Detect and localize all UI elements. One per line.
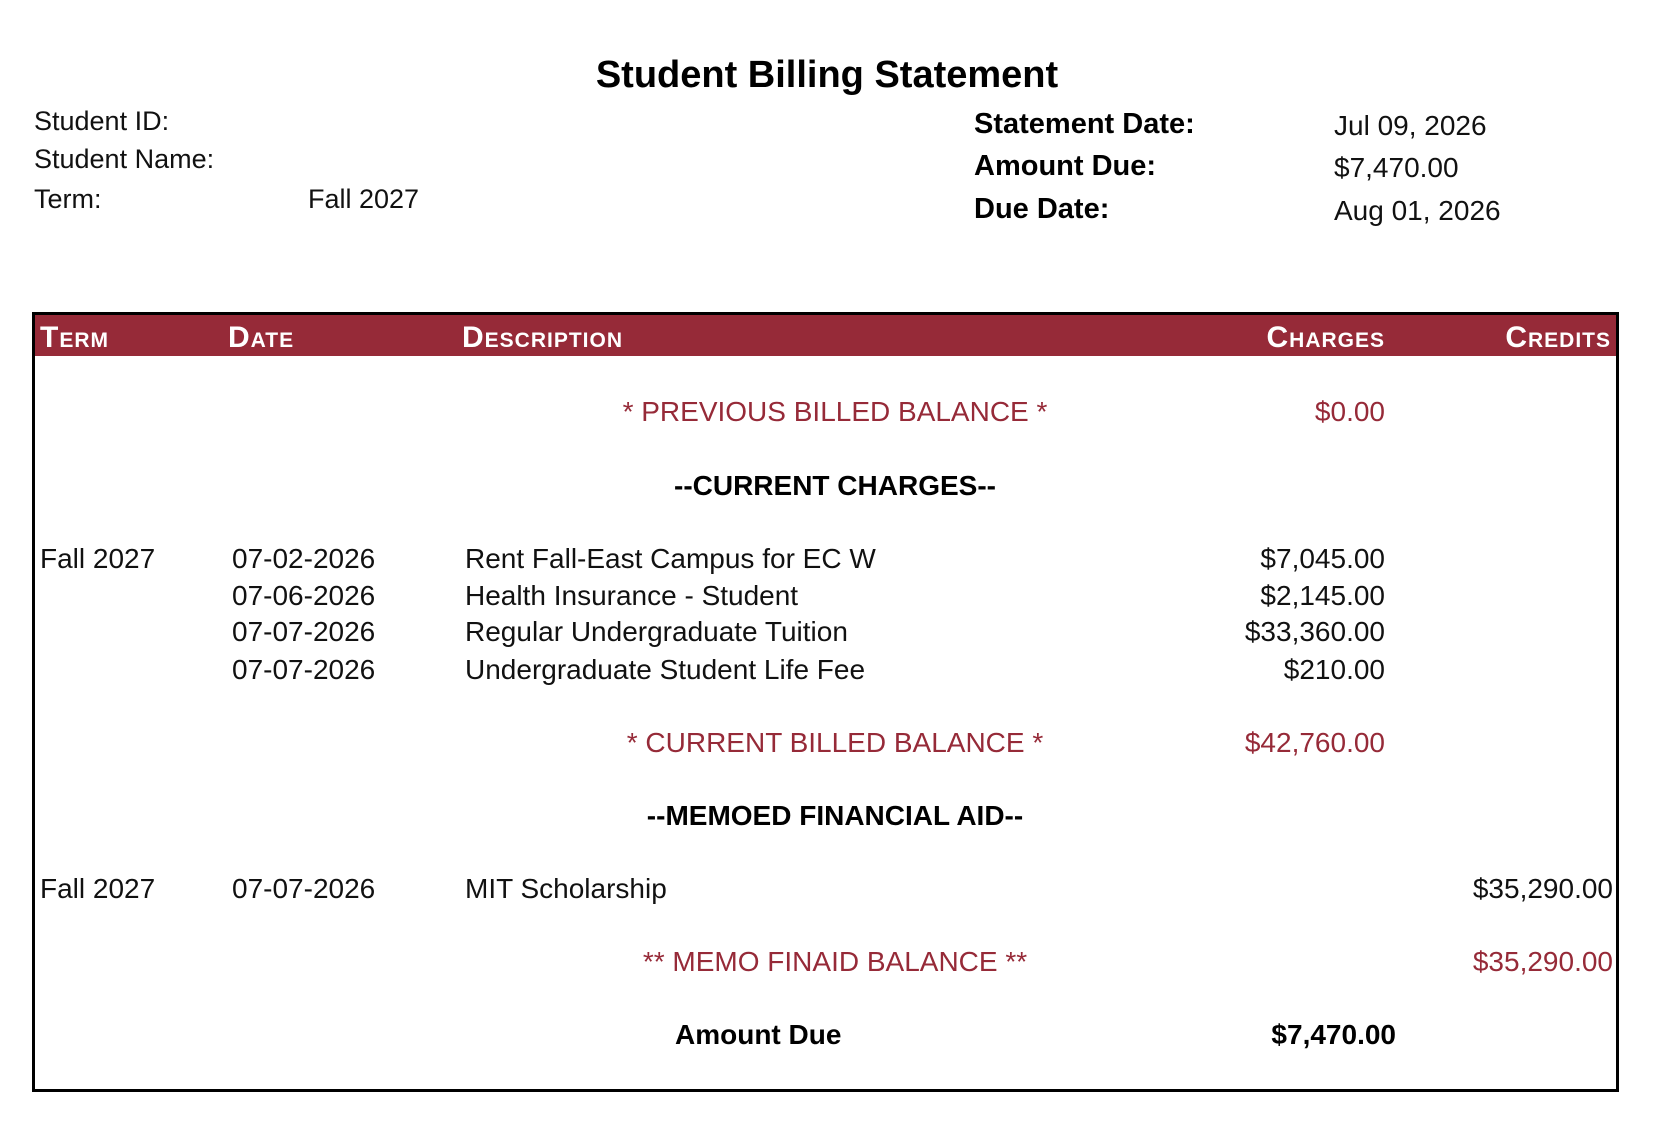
row-date: 07-06-2026 xyxy=(232,580,376,611)
previous-balance-amount: $0.00 xyxy=(1314,396,1385,427)
term-label: Term: xyxy=(34,184,102,214)
financial-aid-heading: --MEMOED FINANCIAL AID-- xyxy=(646,800,1024,831)
statement-date-value: Jul 09, 2026 xyxy=(1334,110,1487,141)
due-date-value: Aug 01, 2026 xyxy=(1334,195,1501,226)
col-charges: Charges xyxy=(1266,321,1385,354)
previous-balance-label: * PREVIOUS BILLED BALANCE * xyxy=(622,396,1048,427)
row-description: Health Insurance - Student xyxy=(465,580,799,611)
term-value: Fall 2027 xyxy=(308,184,420,214)
row-date: 07-02-2026 xyxy=(232,543,376,574)
col-term: Term xyxy=(40,321,109,354)
billing-table xyxy=(32,312,1619,1092)
row-date: 07-07-2026 xyxy=(232,873,376,904)
student-id-label: Student ID: xyxy=(34,106,170,136)
row-credit: $35,290.00 xyxy=(1472,873,1613,904)
current-charges-heading: --CURRENT CHARGES-- xyxy=(674,470,996,501)
row-term: Fall 2027 xyxy=(40,873,156,904)
total-amount: $7,470.00 xyxy=(1271,1019,1396,1050)
row-charge: $2,145.00 xyxy=(1260,580,1385,611)
row-charge: $33,360.00 xyxy=(1244,616,1385,647)
due-date-label: Due Date: xyxy=(974,193,1110,225)
col-description: Description xyxy=(462,321,624,354)
current-balance-amount: $42,760.00 xyxy=(1244,727,1385,758)
statement-date-label: Statement Date: xyxy=(974,108,1195,140)
row-date: 07-07-2026 xyxy=(232,654,376,685)
student-name-label: Student Name: xyxy=(34,144,215,174)
statement-title: Student Billing Statement xyxy=(595,54,1059,96)
amount-due-label: Amount Due: xyxy=(974,150,1157,182)
table-header xyxy=(35,315,1616,356)
row-date: 07-07-2026 xyxy=(232,616,376,647)
memo-balance-label: ** MEMO FINAID BALANCE ** xyxy=(642,946,1028,977)
row-charge: $210.00 xyxy=(1283,654,1385,685)
current-balance-label: * CURRENT BILLED BALANCE * xyxy=(626,727,1044,758)
row-charge: $7,045.00 xyxy=(1260,543,1385,574)
row-description: Undergraduate Student Life Fee xyxy=(465,654,866,685)
memo-balance-amount: $35,290.00 xyxy=(1472,946,1613,977)
amount-due-value: $7,470.00 xyxy=(1334,152,1459,183)
row-description: Rent Fall-East Campus for EC W xyxy=(465,543,876,574)
row-term: Fall 2027 xyxy=(40,543,156,574)
col-date: Date xyxy=(228,321,295,354)
col-credits: Credits xyxy=(1505,321,1611,354)
row-description: MIT Scholarship xyxy=(465,873,667,904)
total-label: Amount Due xyxy=(675,1019,842,1050)
row-description: Regular Undergraduate Tuition xyxy=(465,616,848,647)
